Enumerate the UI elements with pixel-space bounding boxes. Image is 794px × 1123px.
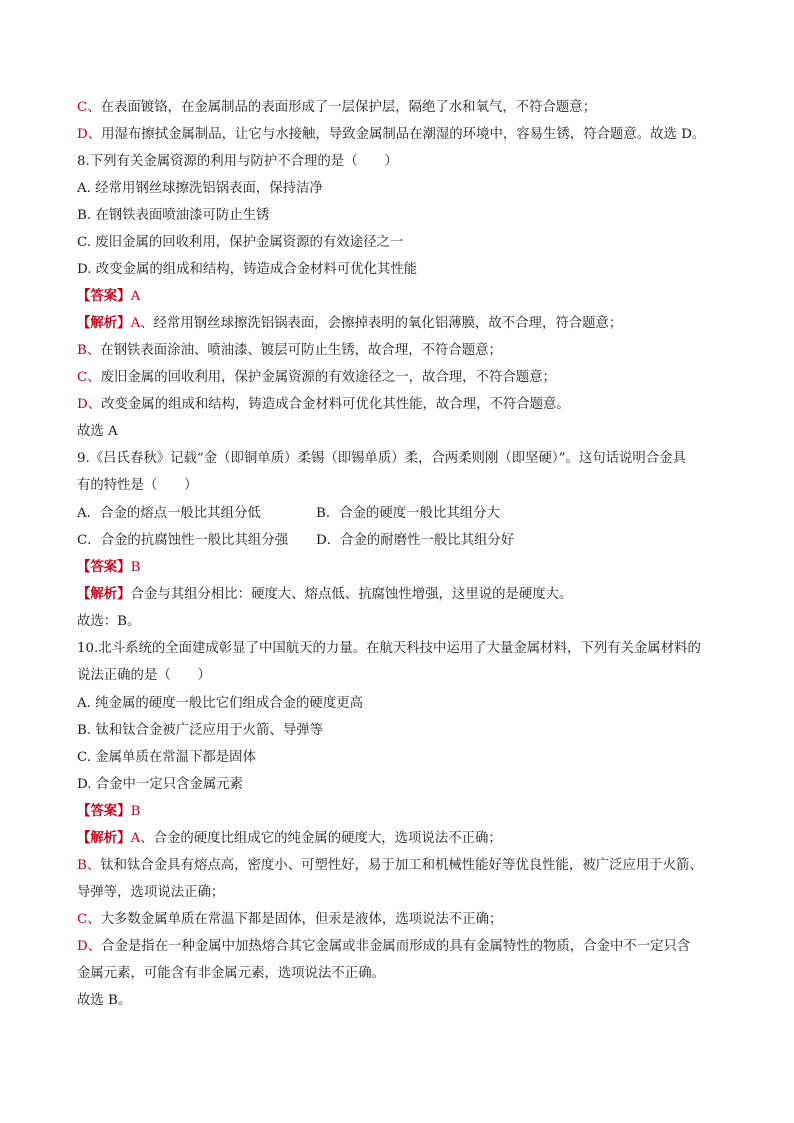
q10-stem-line1: 10.北斗系统的全面建成彰显了中国航天的力量。在航天科技中运用了大量金属材料，下列有关金属材料的 [77, 641, 701, 656]
q9-option-c: C．合金的抗腐蚀性一般比其组分强 [77, 533, 289, 548]
q10-answer [77, 802, 727, 821]
q8-analysis-d-label: D、 [77, 397, 102, 412]
q8-analysis-d [77, 395, 727, 414]
analysis-tag: 【解析】 [77, 315, 131, 331]
q8-analysis-c-label: C、 [77, 370, 101, 385]
q9-analysis [77, 585, 727, 604]
q9-stem-line1: 9.《吕氏春秋》记载“金（即铜单质）柔锡（即锡单质）柔，合两柔则刚（即坚硬）”。这句话说明合金具 [77, 451, 686, 466]
q8-analysis-a [77, 314, 727, 333]
q8-analysis-a-text: 经常用钢丝球擦洗铝锅表面，会擦掉表明的氧化铝薄膜，故不合理，符合题意； [153, 316, 623, 331]
q7-c-label: C、 [77, 100, 101, 115]
q10-analysis-a-label: A、 [130, 831, 154, 846]
q7-analysis-d [77, 125, 727, 144]
q9-options-row1 [77, 504, 727, 523]
q8-option-b: B. 在钢铁表面喷油漆可防止生锈 [77, 208, 270, 223]
q7-c-text: 在表面镀铬，在金属制品的表面形成了一层保护层，隔绝了水和氧气，不符合题意； [100, 100, 597, 115]
q8-analysis-b-text: 在钢铁表面涂油、喷油漆、镀层可防止生锈，故合理，不符合题意； [100, 343, 502, 358]
q10-option-a: A. 纯金属的硬度一般比它们组成合金的硬度更高 [77, 696, 363, 711]
q10-analysis-d-line2: 金属元素，可能含有非金属元素，选项说法不正确。 [77, 966, 385, 981]
q9-answer-value: B [130, 560, 141, 575]
q8-analysis-a-label: A、 [130, 316, 154, 331]
q8-analysis-c-text: 废旧金属的回收利用，保护金属资源的有效途径之一，故合理，不符合题意； [100, 370, 556, 385]
analysis-tag: 【解析】 [77, 586, 131, 602]
q10-analysis-d-text1: 合金是指在一种金属中加热熔合其它金属或非金属而形成的具有金属特性的物质，合金中不一定只含 [101, 939, 691, 954]
q10-analysis-c [77, 910, 727, 929]
q9-stem-line2: 有的特性是（ ） [77, 478, 198, 493]
q9-options-row2 [77, 531, 727, 550]
q8-answer-value: A [130, 289, 141, 304]
q10-analysis-b-label: B、 [77, 858, 101, 873]
q7-analysis-c [77, 98, 727, 117]
q9-analysis-text: 合金与其组分相比：硬度大、熔点低、抗腐蚀性增强，这里说的是硬度大。 [130, 587, 573, 602]
q8-stem: 8.下列有关金属资源的利用与防护不合理的是（ ） [77, 154, 398, 169]
q9-answer [77, 558, 727, 577]
q8-answer [77, 287, 727, 306]
q10-option-d: D. 合金中一定只含金属元素 [77, 777, 244, 792]
q10-analysis-c-label: C、 [77, 912, 101, 927]
q10-analysis-d-label: D、 [77, 939, 102, 954]
q10-option-c: C. 金属单质在常温下都是固体 [77, 750, 256, 765]
q7-d-label: D、 [77, 127, 102, 142]
q8-analysis-d-text: 改变金属的组成和结构，铸造成合金材料可优化其性能，故合理，不符合题意。 [101, 397, 570, 412]
q8-conclusion: 故选 A [77, 424, 118, 439]
q8-option-a: A. 经常用钢丝球擦洗铝锅表面，保持洁净 [77, 181, 323, 196]
q8-analysis-c [77, 368, 727, 387]
q10-analysis-b-line1 [77, 856, 727, 875]
q10-stem-line2: 说法正确的是（ ） [77, 668, 211, 683]
q10-conclusion: 故选 B。 [77, 993, 132, 1008]
q10-analysis-a [77, 829, 727, 848]
q8-analysis-b-label: B、 [77, 343, 101, 358]
q9-conclusion: 故选：B。 [77, 614, 141, 629]
q10-analysis-a-text: 合金的硬度比组成它的纯金属的硬度大，选项说法不正确； [153, 831, 502, 846]
q8-option-c: C. 废旧金属的回收利用，保护金属资源的有效途径之一 [77, 235, 404, 250]
q10-answer-value: B [130, 804, 141, 819]
q8-option-d: D. 改变金属的组成和结构，铸造成合金材料可优化其性能 [77, 262, 418, 277]
q10-analysis-b-text1: 钛和钛合金具有熔点高，密度小、可塑性好，易于加工和机械性能好等优良性能，被广泛应用于火箭、 [100, 858, 703, 873]
answer-tag: 【答案】 [77, 288, 131, 304]
q9-option-a: A．合金的熔点一般比其组分低 [77, 506, 261, 521]
q8-analysis-b [77, 341, 727, 360]
analysis-tag: 【解析】 [77, 830, 131, 846]
q9-option-d: D．合金的耐磨性一般比其组分好 [316, 533, 515, 548]
q10-analysis-c-text: 大多数金属单质在常温下都是固体，但汞是液体，选项说法不正确； [100, 912, 503, 927]
q9-option-b: B．合金的硬度一般比其组分大 [316, 506, 500, 521]
answer-tag: 【答案】 [77, 559, 131, 575]
answer-tag: 【答案】 [77, 803, 131, 819]
q10-analysis-b-line2: 导弹等，选项说法正确； [77, 885, 225, 900]
q7-d-text: 用湿布擦拭金属制品，让它与水接触，导致金属制品在潮湿的环境中，容易生锈，符合题意。故选 D。 [101, 127, 706, 142]
q10-option-b: B. 钛和钛合金被广泛应用于火箭、导弹等 [77, 723, 323, 738]
q10-analysis-d-line1 [77, 937, 727, 956]
